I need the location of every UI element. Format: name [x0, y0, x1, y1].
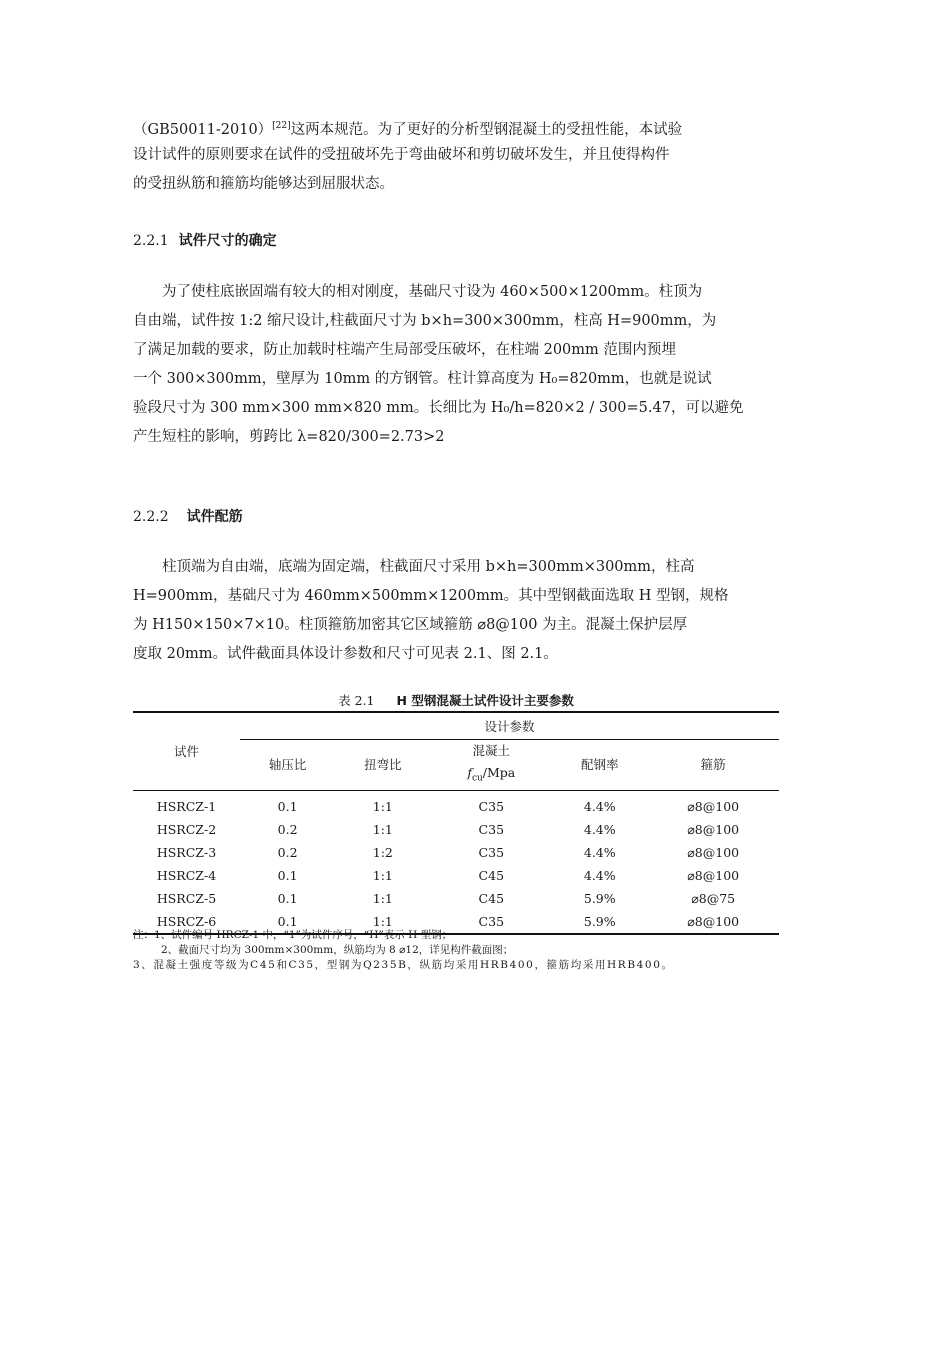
- table-title: H 型钢混凝土试件设计主要参数: [396, 693, 574, 708]
- note-2: 2、截面尺寸均为 300mm×300mm，纵筋均为 8 ⌀12，详见构件截面图；: [161, 944, 514, 956]
- cell-torsion: 1:1: [372, 798, 393, 814]
- cell-stirrup: ⌀8@100: [687, 913, 740, 929]
- cell-steel: 4.4%: [583, 844, 616, 860]
- cell-concrete: C35: [478, 913, 505, 929]
- cell-axial: 0.2: [277, 844, 298, 860]
- header-torsion-ratio: 扭弯比: [364, 756, 402, 772]
- header-design-params: 设计参数: [240, 712, 779, 740]
- table-row: [133, 818, 779, 841]
- citation-ref: [22]: [272, 121, 291, 131]
- cell-torsion: 1:1: [372, 867, 393, 883]
- intro-line-3: 的受扭纵筋和箍筋均能够达到屈服状态。: [133, 176, 394, 192]
- cell-concrete: C35: [478, 821, 505, 837]
- cell-torsion: 1:1: [372, 890, 393, 906]
- cell-axial: 0.1: [277, 798, 298, 814]
- cell-steel: 4.4%: [583, 821, 616, 837]
- header-specimen: 试件: [133, 712, 240, 790]
- para-line: 一个 300×300mm，壁厚为 10mm 的方钢管。柱计算高度为 H₀=820mm，也就是说试: [133, 371, 712, 387]
- cell-torsion: 1:2: [372, 844, 393, 860]
- table-header-row: [133, 712, 779, 740]
- para-line: 验段尺寸为 300 mm×300 mm×820 mm。长细比为 H₀/h=820×2 / 300=5.47，可以避免: [133, 400, 744, 416]
- cell-id: HSRCZ-5: [156, 890, 217, 906]
- table-row: [133, 841, 779, 864]
- section-number: 2.2.2: [133, 509, 169, 525]
- header-steel-ratio: 配钢率: [581, 756, 619, 772]
- table-body: [133, 790, 779, 934]
- header-concrete: [430, 740, 552, 791]
- table-row: [133, 887, 779, 910]
- unit-text: /Mpa: [482, 765, 516, 780]
- para-line: 为了使柱底嵌固端有较大的相对刚度，基础尺寸设为 460×500×1200mm。柱顶为: [162, 284, 703, 300]
- cell-concrete: C35: [478, 798, 505, 814]
- cell-concrete: C45: [478, 890, 505, 906]
- table-row: [133, 864, 779, 887]
- header-concrete-unit: [430, 762, 552, 790]
- intro-text: 这两本规范。为了更好的分析型钢混凝土的受扭性能，本试验: [290, 122, 683, 138]
- cell-steel: 5.9%: [583, 913, 616, 929]
- table-notes: [133, 928, 783, 973]
- section-title: 试件尺寸的确定: [178, 233, 277, 249]
- paragraph-2-2-2: [133, 553, 781, 669]
- section-heading-2-2-1: [133, 230, 277, 250]
- note-3: 3、混凝土强度等级为C45和C35，型钢为Q235B，纵筋均采用HRB400，箍筋均采用HRB400。: [133, 959, 674, 971]
- header-stirrup: 箍筋: [700, 756, 726, 772]
- para-line: 为 H150×150×7×10。柱顶箍筋加密其它区域箍筋 ⌀8@100 为主。混凝土保护层厚: [133, 617, 688, 633]
- table-row: [133, 790, 779, 818]
- cell-steel: 4.4%: [583, 867, 616, 883]
- header-concrete-label: 混凝土: [472, 743, 511, 758]
- intro-paragraph: [133, 112, 781, 199]
- parameters-table: [133, 711, 779, 935]
- cell-torsion: 1:1: [372, 821, 393, 837]
- cell-stirrup: ⌀8@75: [691, 890, 736, 906]
- cell-id: HSRCZ-2: [156, 821, 217, 837]
- table-number: 表 2.1: [338, 693, 375, 708]
- section-title: 试件配筋: [186, 509, 243, 525]
- cell-torsion: 1:1: [372, 913, 393, 929]
- table-caption: [133, 691, 779, 709]
- note-1: 注：1、试件编号 HRCZ-1 中，“1”为试件序号，“H”表示 H 型钢；: [133, 929, 453, 941]
- para-line: 柱顶端为自由端，底端为固定端，柱截面尺寸采用 b×h=300mm×300mm，柱高: [162, 559, 695, 575]
- cell-axial: 0.1: [277, 913, 298, 929]
- standard-code: （GB50011-2010）: [133, 122, 273, 138]
- cell-steel: 4.4%: [583, 798, 616, 814]
- cell-id: HSRCZ-4: [156, 867, 217, 883]
- cell-stirrup: ⌀8@100: [687, 844, 740, 860]
- section-number: 2.2.1: [133, 233, 169, 249]
- paragraph-2-2-1: [133, 278, 781, 452]
- cell-id: HSRCZ-3: [156, 844, 217, 860]
- intro-line-2: 设计试件的原则要求在试件的受扭破坏先于弯曲破坏和剪切破坏发生，并且使得构件: [133, 147, 670, 163]
- para-line: 自由端，试件按 1:2 缩尺设计,柱截面尺寸为 b×h=300×300mm，柱高 H=900mm，为: [133, 313, 717, 329]
- cell-axial: 0.1: [277, 867, 298, 883]
- cell-concrete: C45: [478, 867, 505, 883]
- intro-line-1: [133, 112, 781, 141]
- cell-steel: 5.9%: [583, 890, 616, 906]
- para-line: 产生短柱的影响，剪跨比 λ=820/300=2.73>2: [133, 429, 445, 445]
- cell-axial: 0.2: [277, 821, 298, 837]
- cell-id: HSRCZ-1: [156, 798, 217, 814]
- header-axial-ratio: 轴压比: [268, 756, 307, 772]
- cell-concrete: C35: [478, 844, 505, 860]
- fcu-subscript: cu: [471, 773, 483, 784]
- cell-axial: 0.1: [277, 890, 298, 906]
- para-line: 了满足加载的要求，防止加载时柱端产生局部受压破坏，在柱端 200mm 范围内预埋: [133, 342, 676, 358]
- section-heading-2-2-2: [133, 506, 243, 526]
- para-line: H=900mm，基础尺寸为 460mm×500mm×1200mm。其中型钢截面选取 H 型钢，规格: [133, 588, 729, 604]
- cell-stirrup: ⌀8@100: [687, 867, 740, 883]
- cell-stirrup: ⌀8@100: [687, 798, 740, 814]
- cell-id: HSRCZ-6: [156, 913, 217, 929]
- fcu-symbol: f: [467, 765, 472, 780]
- cell-stirrup: ⌀8@100: [687, 821, 740, 837]
- para-line: 度取 20mm。试件截面具体设计参数和尺寸可见表 2.1、图 2.1。: [133, 646, 558, 662]
